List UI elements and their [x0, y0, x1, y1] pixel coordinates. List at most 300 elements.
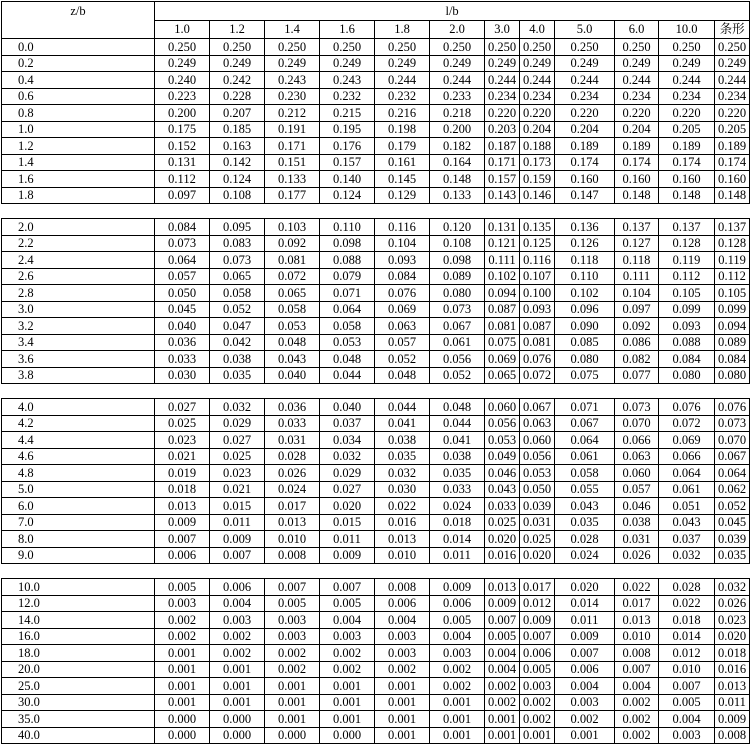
- table-cell: 0.250: [210, 39, 265, 56]
- table-cell: 0.009: [210, 531, 265, 548]
- table-cell: 0.009: [430, 579, 485, 596]
- table-cell: 0.090: [555, 318, 615, 335]
- table-cell: 0.044: [430, 415, 485, 432]
- table-cell: 0.008: [375, 579, 430, 596]
- table-cell: 0.200: [430, 121, 485, 138]
- table-cell: 0.080: [715, 367, 750, 384]
- table-cell: 0.084: [659, 351, 715, 368]
- table-cell: 0.215: [320, 105, 375, 122]
- row-label: 4.4: [2, 432, 155, 449]
- table-cell: 0.001: [320, 694, 375, 711]
- table-cell: 0.011: [555, 612, 615, 629]
- table-cell: 0.119: [659, 252, 715, 269]
- table-cell: 0.001: [155, 694, 210, 711]
- table-cell: 0.002: [520, 711, 555, 728]
- table-cell: 0.041: [375, 415, 430, 432]
- table-cell: 0.001: [265, 694, 320, 711]
- table-cell: 0.026: [615, 547, 659, 564]
- table-cell: 0.232: [320, 88, 375, 105]
- column-header: 5.0: [555, 20, 615, 39]
- table-cell: 0.025: [485, 514, 520, 531]
- table-cell: 0.104: [615, 285, 659, 302]
- row-label: 4.8: [2, 465, 155, 482]
- table-cell: 0.018: [715, 645, 750, 662]
- table-cell: 0.070: [615, 415, 659, 432]
- table-cell: 0.076: [659, 399, 715, 416]
- table-cell: 0.001: [430, 694, 485, 711]
- row-label: 2.4: [2, 252, 155, 269]
- table-cell: 0.080: [659, 367, 715, 384]
- table-cell: 0.002: [615, 694, 659, 711]
- table-cell: 0.094: [485, 285, 520, 302]
- table-cell: 0.005: [659, 694, 715, 711]
- table-cell: 0.204: [555, 121, 615, 138]
- table-cell: 0.000: [210, 711, 265, 728]
- table-cell: 0.121: [485, 235, 520, 252]
- table-cell: 0.043: [485, 481, 520, 498]
- table-cell: 0.028: [555, 531, 615, 548]
- table-cell: 0.064: [155, 252, 210, 269]
- table-cell: 0.175: [155, 121, 210, 138]
- table-cell: 0.017: [265, 498, 320, 515]
- table-cell: 0.033: [155, 351, 210, 368]
- row-label: 6.0: [2, 498, 155, 515]
- table-cell: 0.072: [265, 268, 320, 285]
- table-cell: 0.249: [520, 55, 555, 72]
- table-cell: 0.093: [375, 252, 430, 269]
- table-cell: 0.038: [375, 432, 430, 449]
- table-cell: 0.029: [320, 465, 375, 482]
- table-cell: 0.031: [520, 514, 555, 531]
- table-row: [2, 55, 750, 72]
- group-separator-row: [2, 384, 750, 399]
- table-cell: 0.198: [375, 121, 430, 138]
- row-label: 4.2: [2, 415, 155, 432]
- row-label: 3.2: [2, 318, 155, 335]
- table-row: [2, 579, 750, 596]
- table-cell: 0.018: [155, 481, 210, 498]
- table-cell: 0.040: [155, 318, 210, 335]
- table-cell: 0.037: [659, 531, 715, 548]
- table-cell: 0.157: [485, 171, 520, 188]
- table-cell: 0.008: [615, 645, 659, 662]
- group-separator: [2, 384, 750, 399]
- table-cell: 0.041: [430, 432, 485, 449]
- table-cell: 0.218: [430, 105, 485, 122]
- table-cell: 0.205: [659, 121, 715, 138]
- table-cell: 0.058: [210, 285, 265, 302]
- table-cell: 0.022: [659, 595, 715, 612]
- table-row: [2, 88, 750, 105]
- table-cell: 0.010: [375, 547, 430, 564]
- table-cell: 0.182: [430, 138, 485, 155]
- table-cell: 0.067: [430, 318, 485, 335]
- table-cell: 0.010: [659, 661, 715, 678]
- table-cell: 0.135: [520, 219, 555, 236]
- table-cell: 0.035: [210, 367, 265, 384]
- row-label: 3.6: [2, 351, 155, 368]
- table-cell: 0.133: [265, 171, 320, 188]
- table-row: [2, 318, 750, 335]
- table-cell: 0.007: [555, 645, 615, 662]
- table-cell: 0.021: [210, 481, 265, 498]
- table-cell: 0.028: [265, 448, 320, 465]
- table-cell: 0.001: [485, 727, 520, 744]
- row-label: 10.0: [2, 579, 155, 596]
- table-cell: 0.244: [659, 72, 715, 89]
- table-cell: 0.204: [615, 121, 659, 138]
- table-cell: 0.006: [210, 579, 265, 596]
- table-cell: 0.243: [320, 72, 375, 89]
- table-cell: 0.089: [715, 334, 750, 351]
- table-cell: 0.220: [615, 105, 659, 122]
- table-cell: 0.001: [265, 711, 320, 728]
- table-cell: 0.003: [320, 628, 375, 645]
- table-cell: 0.023: [155, 432, 210, 449]
- table-cell: 0.073: [430, 301, 485, 318]
- table-row: [2, 498, 750, 515]
- table-cell: 0.046: [485, 465, 520, 482]
- table-cell: 0.009: [715, 711, 750, 728]
- column-header: 6.0: [615, 20, 659, 39]
- table-cell: 0.032: [210, 399, 265, 416]
- table-cell: 0.145: [375, 171, 430, 188]
- table-cell: 0.003: [375, 645, 430, 662]
- table-cell: 0.023: [715, 612, 750, 629]
- table-cell: 0.002: [430, 678, 485, 695]
- table-cell: 0.007: [659, 678, 715, 695]
- table-cell: 0.002: [615, 727, 659, 744]
- table-cell: 0.001: [375, 678, 430, 695]
- table-cell: 0.003: [375, 628, 430, 645]
- table-cell: 0.171: [485, 154, 520, 171]
- table-cell: 0.143: [485, 187, 520, 204]
- table-cell: 0.191: [265, 121, 320, 138]
- row-label: 1.6: [2, 171, 155, 188]
- table-row: [2, 268, 750, 285]
- table-cell: 0.067: [555, 415, 615, 432]
- table-cell: 0.025: [210, 448, 265, 465]
- table-row: [2, 72, 750, 89]
- table-cell: 0.250: [430, 39, 485, 56]
- row-label: 3.0: [2, 301, 155, 318]
- table-cell: 0.004: [210, 595, 265, 612]
- table-row: [2, 531, 750, 548]
- table-cell: 0.001: [155, 678, 210, 695]
- table-cell: 0.076: [520, 351, 555, 368]
- table-row: [2, 187, 750, 204]
- table-cell: 0.189: [659, 138, 715, 155]
- table-cell: 0.223: [155, 88, 210, 105]
- table-row: [2, 154, 750, 171]
- table-cell: 0.249: [555, 55, 615, 72]
- table-row: [2, 415, 750, 432]
- table-cell: 0.087: [485, 301, 520, 318]
- table-cell: 0.177: [265, 187, 320, 204]
- table-cell: 0.075: [555, 367, 615, 384]
- table-cell: 0.047: [210, 318, 265, 335]
- table-cell: 0.016: [375, 514, 430, 531]
- table-cell: 0.112: [155, 171, 210, 188]
- table-cell: 0.234: [715, 88, 750, 105]
- table-row: [2, 514, 750, 531]
- table-cell: 0.056: [485, 415, 520, 432]
- table-cell: 0.234: [659, 88, 715, 105]
- table-cell: 0.146: [520, 187, 555, 204]
- table-cell: 0.052: [375, 351, 430, 368]
- table-cell: 0.000: [155, 727, 210, 744]
- table-cell: 0.157: [320, 154, 375, 171]
- table-cell: 0.148: [659, 187, 715, 204]
- table-cell: 0.250: [265, 39, 320, 56]
- table-cell: 0.003: [520, 678, 555, 695]
- table-cell: 0.092: [265, 235, 320, 252]
- table-cell: 0.060: [615, 465, 659, 482]
- table-cell: 0.244: [715, 72, 750, 89]
- table-cell: 0.009: [520, 612, 555, 629]
- table-cell: 0.084: [375, 268, 430, 285]
- table-cell: 0.076: [715, 399, 750, 416]
- table-cell: 0.103: [265, 219, 320, 236]
- table-cell: 0.038: [210, 351, 265, 368]
- table-cell: 0.249: [375, 55, 430, 72]
- table-cell: 0.234: [555, 88, 615, 105]
- table-cell: 0.185: [210, 121, 265, 138]
- table-cell: 0.064: [320, 301, 375, 318]
- table-cell: 0.003: [555, 694, 615, 711]
- table-cell: 0.033: [485, 498, 520, 515]
- table-row: [2, 399, 750, 416]
- table-cell: 0.204: [520, 121, 555, 138]
- table-row: [2, 711, 750, 728]
- table-cell: 0.077: [615, 367, 659, 384]
- table-cell: 0.125: [520, 235, 555, 252]
- table-cell: 0.018: [659, 612, 715, 629]
- table-cell: 0.174: [659, 154, 715, 171]
- table-cell: 0.057: [615, 481, 659, 498]
- table-cell: 0.009: [555, 628, 615, 645]
- table-cell: 0.058: [265, 301, 320, 318]
- table-cell: 0.024: [555, 547, 615, 564]
- table-cell: 0.069: [485, 351, 520, 368]
- table-cell: 0.031: [265, 432, 320, 449]
- table-cell: 0.080: [555, 351, 615, 368]
- table-cell: 0.036: [155, 334, 210, 351]
- table-cell: 0.020: [715, 628, 750, 645]
- column-group-header: l/b: [155, 2, 750, 21]
- table-cell: 0.064: [659, 465, 715, 482]
- table-cell: 0.110: [555, 268, 615, 285]
- table-cell: 0.148: [430, 171, 485, 188]
- table-cell: 0.086: [615, 334, 659, 351]
- table-cell: 0.055: [555, 481, 615, 498]
- table-cell: 0.116: [520, 252, 555, 269]
- table-cell: 0.033: [430, 481, 485, 498]
- table-cell: 0.249: [155, 55, 210, 72]
- table-cell: 0.095: [210, 219, 265, 236]
- table-cell: 0.016: [485, 547, 520, 564]
- table-cell: 0.127: [615, 235, 659, 252]
- table-cell: 0.008: [265, 547, 320, 564]
- table-cell: 0.234: [520, 88, 555, 105]
- table-cell: 0.111: [615, 268, 659, 285]
- table-cell: 0.065: [210, 268, 265, 285]
- table-cell: 0.131: [485, 219, 520, 236]
- table-cell: 0.003: [430, 645, 485, 662]
- table-cell: 0.049: [485, 448, 520, 465]
- table-cell: 0.053: [520, 465, 555, 482]
- table-cell: 0.061: [555, 448, 615, 465]
- table-cell: 0.129: [375, 187, 430, 204]
- row-label: 8.0: [2, 531, 155, 548]
- table-cell: 0.064: [715, 465, 750, 482]
- table-cell: 0.061: [430, 334, 485, 351]
- table-cell: 0.220: [485, 105, 520, 122]
- table-cell: 0.027: [155, 399, 210, 416]
- row-label: 14.0: [2, 612, 155, 629]
- table-cell: 0.187: [485, 138, 520, 155]
- table-cell: 0.024: [430, 498, 485, 515]
- table-cell: 0.025: [155, 415, 210, 432]
- column-header: 3.0: [485, 20, 520, 39]
- table-cell: 0.032: [375, 465, 430, 482]
- table-cell: 0.043: [659, 514, 715, 531]
- table-cell: 0.022: [615, 579, 659, 596]
- table-cell: 0.147: [555, 187, 615, 204]
- table-row: [2, 661, 750, 678]
- table-cell: 0.001: [155, 661, 210, 678]
- table-cell: 0.188: [520, 138, 555, 155]
- table-cell: 0.069: [659, 432, 715, 449]
- table-cell: 0.002: [265, 645, 320, 662]
- table-cell: 0.002: [320, 645, 375, 662]
- table-row: [2, 285, 750, 302]
- table-cell: 0.013: [615, 612, 659, 629]
- table-cell: 0.005: [265, 595, 320, 612]
- table-cell: 0.105: [715, 285, 750, 302]
- table-cell: 0.250: [485, 39, 520, 56]
- table-cell: 0.128: [715, 235, 750, 252]
- coefficient-table: [1, 1, 750, 744]
- table-cell: 0.093: [520, 301, 555, 318]
- table-cell: 0.053: [320, 334, 375, 351]
- row-label: 9.0: [2, 547, 155, 564]
- table-cell: 0.035: [375, 448, 430, 465]
- table-cell: 0.006: [375, 595, 430, 612]
- table-cell: 0.118: [555, 252, 615, 269]
- table-cell: 0.058: [555, 465, 615, 482]
- table-cell: 0.216: [375, 105, 430, 122]
- table-cell: 0.107: [520, 268, 555, 285]
- table-cell: 0.042: [210, 334, 265, 351]
- table-cell: 0.001: [375, 694, 430, 711]
- column-header: 10.0: [659, 20, 715, 39]
- table-cell: 0.007: [320, 579, 375, 596]
- table-cell: 0.013: [265, 514, 320, 531]
- table-cell: 0.189: [615, 138, 659, 155]
- table-cell: 0.021: [155, 448, 210, 465]
- table-cell: 0.014: [555, 595, 615, 612]
- table-cell: 0.015: [320, 514, 375, 531]
- table-cell: 0.067: [520, 399, 555, 416]
- row-label: 5.0: [2, 481, 155, 498]
- table-cell: 0.030: [375, 481, 430, 498]
- table-cell: 0.098: [430, 252, 485, 269]
- table-cell: 0.001: [430, 711, 485, 728]
- table-cell: 0.009: [485, 595, 520, 612]
- table-cell: 0.097: [615, 301, 659, 318]
- table-cell: 0.071: [320, 285, 375, 302]
- column-header: 1.4: [265, 20, 320, 39]
- row-label: 3.4: [2, 334, 155, 351]
- table-cell: 0.002: [320, 661, 375, 678]
- table-cell: 0.001: [375, 727, 430, 744]
- table-cell: 0.048: [375, 367, 430, 384]
- table-cell: 0.195: [320, 121, 375, 138]
- table-cell: 0.124: [210, 171, 265, 188]
- table-cell: 0.142: [210, 154, 265, 171]
- table-cell: 0.244: [375, 72, 430, 89]
- table-cell: 0.029: [210, 415, 265, 432]
- table-cell: 0.013: [375, 531, 430, 548]
- table-cell: 0.176: [320, 138, 375, 155]
- table-cell: 0.019: [155, 465, 210, 482]
- table-cell: 0.164: [430, 154, 485, 171]
- table-row: [2, 39, 750, 56]
- table-cell: 0.203: [485, 121, 520, 138]
- table-cell: 0.004: [430, 628, 485, 645]
- table-cell: 0.119: [715, 252, 750, 269]
- table-cell: 0.244: [430, 72, 485, 89]
- table-cell: 0.250: [320, 39, 375, 56]
- group-separator: [2, 564, 750, 579]
- column-header: 条形: [715, 20, 750, 39]
- table-cell: 0.045: [155, 301, 210, 318]
- row-label: 4.6: [2, 448, 155, 465]
- table-cell: 0.066: [615, 432, 659, 449]
- table-cell: 0.052: [715, 498, 750, 515]
- table-row: [2, 252, 750, 269]
- table-cell: 0.093: [659, 318, 715, 335]
- table-cell: 0.001: [210, 694, 265, 711]
- table-cell: 0.160: [615, 171, 659, 188]
- table-cell: 0.014: [659, 628, 715, 645]
- column-header: 1.8: [375, 20, 430, 39]
- table-cell: 0.070: [715, 432, 750, 449]
- table-row: [2, 121, 750, 138]
- table-cell: 0.079: [320, 268, 375, 285]
- table-cell: 0.002: [375, 661, 430, 678]
- table-cell: 0.249: [715, 55, 750, 72]
- row-label: 1.4: [2, 154, 155, 171]
- row-label: 2.2: [2, 235, 155, 252]
- table-cell: 0.108: [210, 187, 265, 204]
- row-label: 0.8: [2, 105, 155, 122]
- table-cell: 0.075: [485, 334, 520, 351]
- table-cell: 0.016: [715, 661, 750, 678]
- table-row: [2, 547, 750, 564]
- table-cell: 0.234: [615, 88, 659, 105]
- table-cell: 0.004: [485, 661, 520, 678]
- table-cell: 0.011: [320, 531, 375, 548]
- table-cell: 0.249: [659, 55, 715, 72]
- table-cell: 0.244: [485, 72, 520, 89]
- column-header: 1.6: [320, 20, 375, 39]
- table-cell: 0.040: [320, 399, 375, 416]
- table-row: [2, 351, 750, 368]
- table-cell: 0.220: [715, 105, 750, 122]
- table-cell: 0.002: [155, 612, 210, 629]
